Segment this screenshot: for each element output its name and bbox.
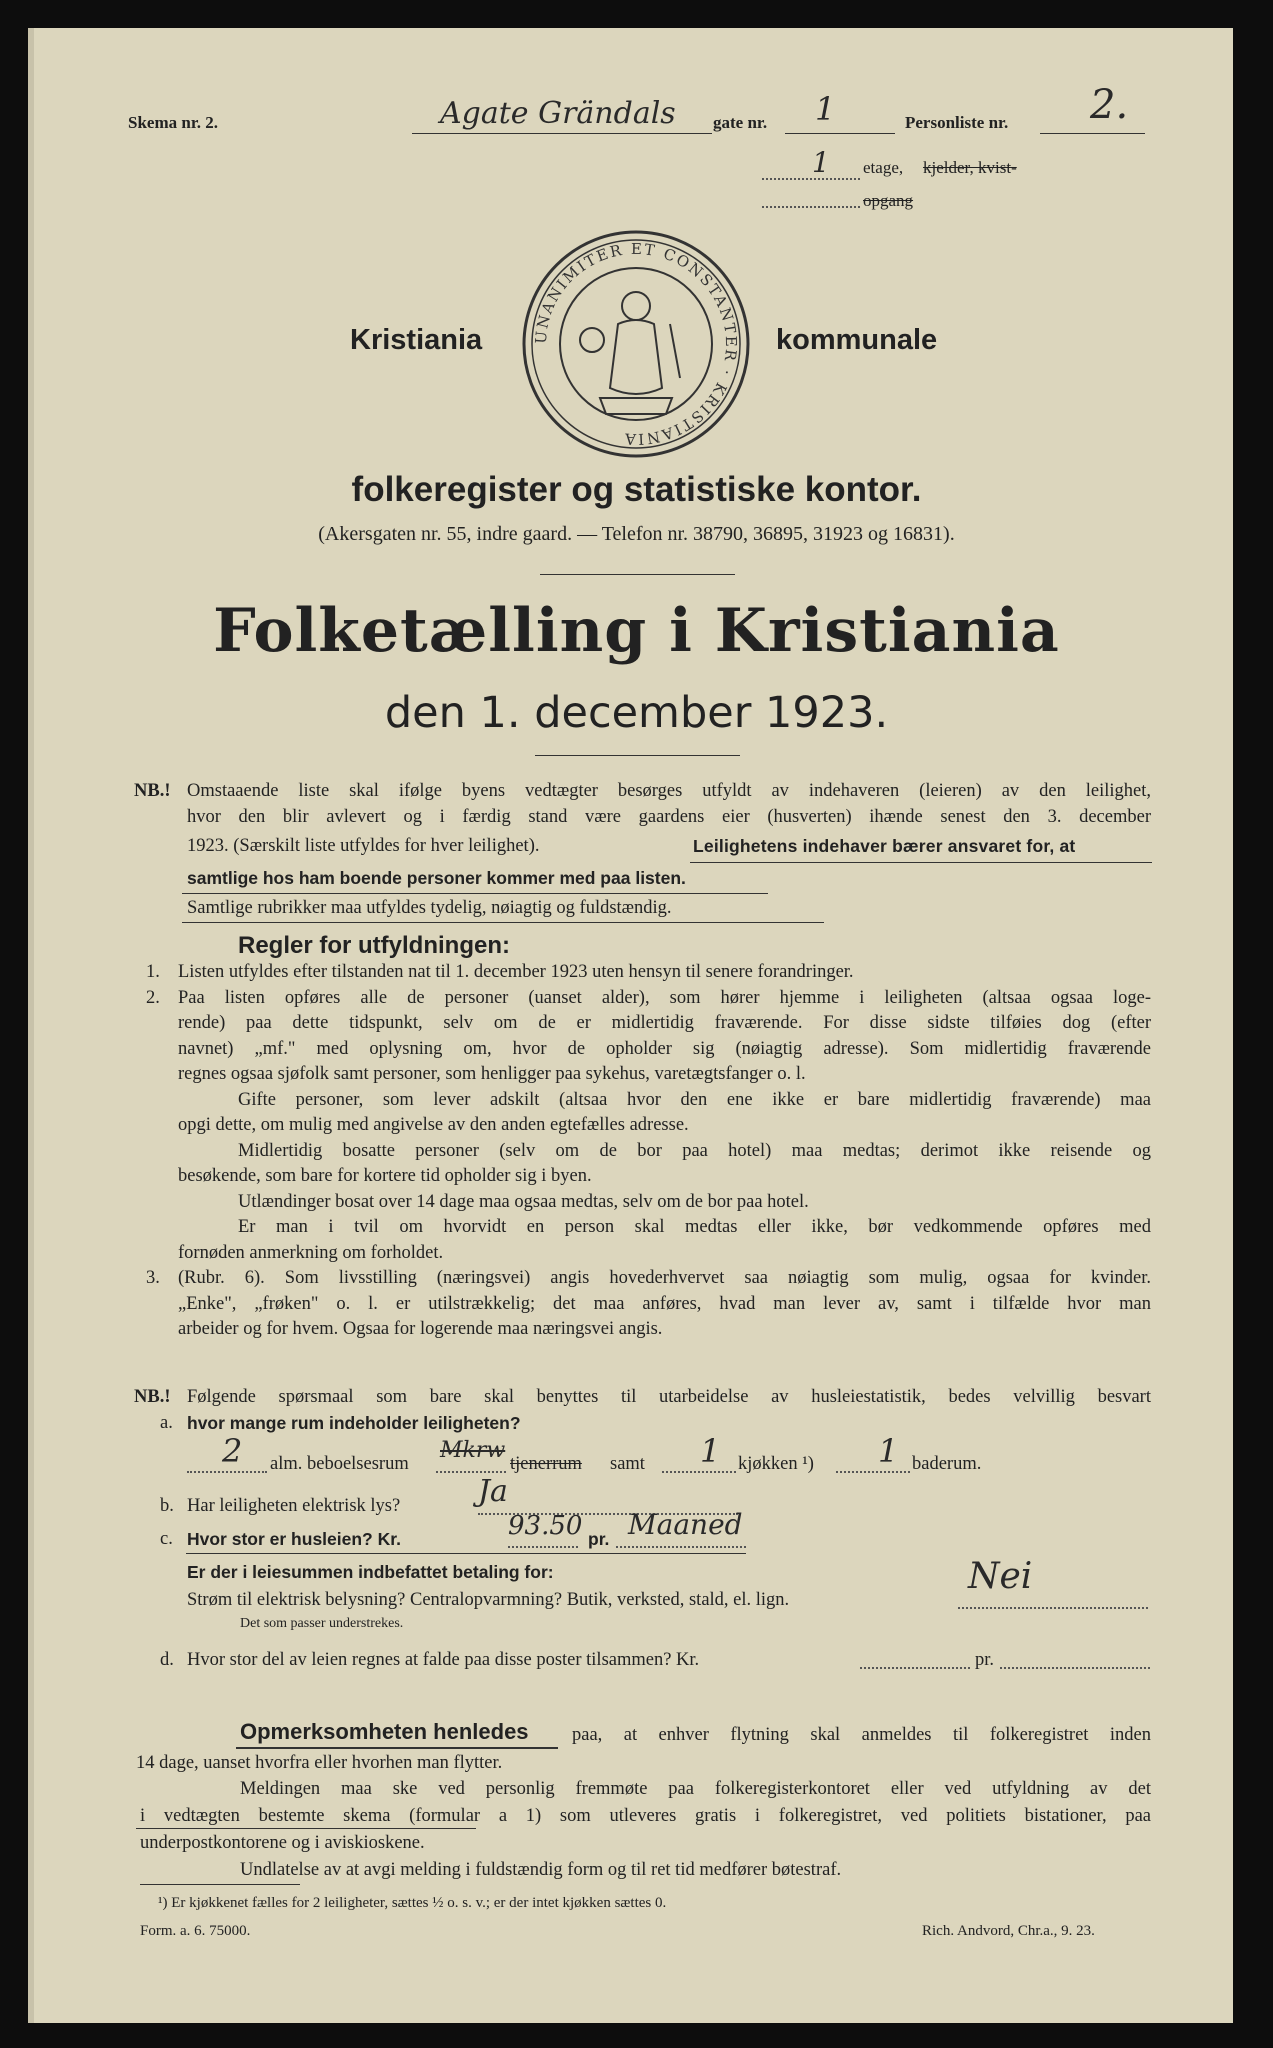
main-title: Folketælling i Kristiania — [213, 596, 1060, 666]
personliste-value: 2. — [1090, 82, 1129, 128]
included-note: Det som passer understrekes. — [240, 1616, 404, 1631]
attention-heading: Opmerksomheten henledes — [240, 1719, 529, 1744]
nb2-c-label: c. — [160, 1529, 173, 1549]
nb2-intro: Følgende spørsmaal som bare skal benyttes til utarbeidelse av husleiestatistik, bedes velvillig besvart — [187, 1387, 1151, 1407]
attention-line-1: paa, at enhver flytning skal anmeldes til folkeregistret inden — [572, 1725, 1151, 1745]
nb1-line-1: Omstaaende liste skal ifølge byens vedtægter besørges utfyldt av indehaveren (leieren) av den leilighet, — [187, 781, 1151, 801]
kitchen-label: kjøkken ¹) — [738, 1454, 814, 1474]
office-address: (Akersgaten nr. 55, indre gaard. — Telefon nr. 38790, 36895, 31923 og 16831). — [318, 523, 955, 545]
rules-heading: Regler for utfyldningen: — [238, 932, 510, 959]
nb2-d-pr: pr. — [975, 1650, 995, 1670]
etage-line — [762, 178, 860, 180]
included-answer: Nei — [968, 1556, 1033, 1597]
rent-underline — [186, 1553, 746, 1554]
gate-nr-line — [785, 133, 895, 134]
printer: Rich. Andvord, Chr.a., 9. 23. — [922, 1923, 1095, 1939]
samt-label: samt — [610, 1454, 645, 1474]
masthead-left: Kristiania — [350, 324, 483, 356]
rule-number-1: 1. — [146, 962, 160, 982]
nb2-d-question: Hvor stor del av leien regnes at falde paa disse poster tilsammen? Kr. — [187, 1650, 700, 1670]
nb2-a-label: a. — [160, 1413, 173, 1433]
bath-line — [836, 1471, 910, 1473]
nb1-line-3: 1923. (Særskilt liste utfyldes for hver leilighet). — [187, 836, 540, 856]
etage-value: 1 — [812, 146, 830, 179]
rent-pr: pr. — [588, 1529, 610, 1549]
rule-line-5: regnes ogsaa sjøfolk samt personer, som henligger paa sykehus, varetægtsfanger o. l. — [178, 1064, 806, 1084]
rent-line — [508, 1546, 578, 1548]
nb1-line-5: Samtlige rubrikker maa utfyldes tydelig, nøiagtig og fuldstændig. — [187, 898, 672, 918]
nb2-b-question: Har leiligheten elektrisk lys? — [187, 1496, 401, 1516]
tjenerrum-line — [436, 1471, 506, 1473]
period-line — [616, 1546, 746, 1548]
rule-line-6: Gifte personer, som lever adskilt (altsaa hvor den ene ikke er bare midlertidig fraværende) maa — [238, 1090, 1151, 1110]
bath-value: 1 — [878, 1432, 899, 1470]
rent-period: Maaned — [628, 1508, 743, 1541]
rule-line-12: fornøden anmerkning om forholdet. — [178, 1243, 444, 1263]
personliste-line — [1040, 133, 1145, 134]
rent-amount: 93.50 — [508, 1511, 583, 1541]
seal-text: UNANIMITER ET CONSTANTER · KRISTIANIA — [531, 239, 741, 449]
office-name: folkeregister og statistiske kontor. — [351, 470, 922, 509]
rule-line-3: rende) paa dette tidspunkt, selv om de er midlertidig fraværende. For disse sidste tilføies dog (efter — [178, 1013, 1151, 1033]
kjelder-struck: kjelder, kvist- — [923, 158, 1017, 177]
rule-line-8: Midlertidig bosatte personer (selv om de bor paa hotel) maa medtas; derimot ikke reisende og — [238, 1141, 1151, 1161]
kristiania-seal-icon — [520, 228, 752, 460]
rule-line-14: „Enke", „frøken" o. l. er utilstrækkelig; det maa anføres, hvad man lever av, samt i tilfælde hvor man — [178, 1294, 1151, 1314]
rooms-line — [187, 1471, 267, 1473]
rule-line-4: navnet) „mf." med oplysning om, hvor de opholder sig (nøiagtig adresse). Som midlertidig fraværende — [178, 1039, 1151, 1059]
bath-label: baderum. — [912, 1454, 982, 1474]
nb1-line-4: samtlige hos ham boende personer kommer med paa listen. — [187, 868, 686, 888]
personliste-label: Personliste nr. — [905, 113, 1009, 132]
attention-line-6: Undlatelse av at avgi melding i fuldstændig form og til ret tid medfører bøtestraf. — [240, 1860, 842, 1880]
attention-line-5: underpostkontorene og i aviskioskene. — [140, 1833, 425, 1853]
footnote: ¹) Er kjøkkenet fælles for 2 leiligheter, sættes ½ o. s. v.; er der intet kjøkken sættes 0. — [158, 1895, 667, 1911]
struck-handwritten: Mkrw — [440, 1438, 506, 1463]
opgang-line — [762, 206, 860, 208]
nb2-d-label: d. — [160, 1650, 174, 1670]
share-kr-line — [860, 1667, 970, 1669]
footnote-divider — [140, 1884, 300, 1885]
etage-label: etage, — [863, 158, 904, 177]
skema-number: Skema nr. 2. — [128, 113, 219, 132]
kitchen-line — [662, 1471, 736, 1473]
nb1-underline-3 — [182, 922, 824, 923]
nb1-label: NB.! — [134, 781, 171, 801]
attention-underline — [236, 1747, 558, 1749]
street-line — [412, 133, 712, 134]
electric-answer: Ja — [478, 1474, 508, 1509]
rooms-value: 2 — [222, 1432, 243, 1470]
rule-line-15: arbeider og for hvem. Ogsaa for logerende maa næringsvei angis. — [178, 1319, 663, 1339]
street-handwritten: Agate Grändals — [440, 96, 676, 131]
nb2-b-label: b. — [160, 1496, 174, 1516]
nb1-underline-1 — [690, 862, 1152, 863]
rule-number-2: 2. — [146, 988, 160, 1008]
rule-line-9: besøkende, som bare for kortere tid opholder sig i byen. — [178, 1166, 592, 1186]
share-pr-line — [1000, 1667, 1150, 1669]
nb1-bold-segment: Leilighetens indehaver bærer ansvaret for, at — [693, 836, 1076, 856]
rooms-label: alm. beboelsesrum — [270, 1454, 409, 1474]
opgang-struck: opgang — [863, 191, 914, 210]
nb2-label: NB.! — [134, 1387, 171, 1407]
included-line — [958, 1607, 1148, 1609]
attention-line-4: i vedtægten bestemte skema (formular a 1) som utleveres gratis i folkeregistret, ved politiets bistationer, paa — [140, 1806, 1151, 1826]
attention-line-2: 14 dage, uanset hvorfra eller hvorhen man flytter. — [136, 1753, 503, 1773]
rule-line-11: Er man i tvil om hvorvidt en person skal medtas eller ikke, bør vedkommende opføres med — [238, 1217, 1151, 1237]
included-question: Er der i leiesummen indbefattet betaling for: — [187, 1562, 554, 1582]
rule-line-2: Paa listen opføres alle de personer (uanset alder), som hører hjemme i leiligheten (altsaa ogsaa loge- — [178, 988, 1151, 1008]
masthead-right: kommunale — [776, 324, 938, 356]
gate-nr-value: 1 — [815, 90, 836, 128]
title-date: den 1. december 1923. — [384, 688, 889, 738]
gate-nr-label: gate nr. — [713, 113, 768, 132]
tjenerrum-label: tjenerrum — [510, 1454, 582, 1474]
rule-line-13: (Rubr. 6). Som livsstilling (næringsvei) angis hovederhvervet saa nøiagtig som mulig, ogsaa for kvinder. — [178, 1268, 1151, 1288]
form-number: Form. a. 6. 75000. — [140, 1923, 251, 1939]
rule-line-7: opgi dette, om mulig med angivelse av den anden egtefælles adresse. — [178, 1115, 689, 1135]
kitchen-value: 1 — [700, 1432, 721, 1470]
rule-line-10: Utlændinger bosat over 14 dage maa ogsaa medtas, selv om de bor paa hotel. — [238, 1192, 809, 1212]
svg-text:UNANIMITER ET CONSTANTER · KRI — [532, 240, 740, 448]
divider-2 — [535, 755, 740, 756]
rule-line-1: Listen utfyldes efter tilstanden nat til 1. december 1923 uten hensyn til senere forandringer. — [178, 962, 854, 982]
nb1-underline-2 — [182, 893, 768, 894]
nb1-line-2: hvor den blir avlevert og i færdig stand være gaardens eier (husverten) ihænde senest den 3. december — [187, 807, 1151, 827]
rule-number-3: 3. — [146, 1268, 160, 1288]
nb2-a-question: hvor mange rum indeholder leiligheten? — [187, 1413, 521, 1433]
divider-1 — [540, 574, 735, 575]
included-items: Strøm til elektrisk belysning? Centralopvarmning? Butik, verksted, stald, el. lign. — [187, 1590, 790, 1610]
attention-underline-2 — [136, 1828, 476, 1829]
attention-line-3: Meldingen maa ske ved personlig fremmøte paa folkeregisterkontoret eller ved utfyldning av det — [240, 1779, 1151, 1799]
nb2-c-question: Hvor stor er husleien? Kr. — [187, 1529, 401, 1549]
